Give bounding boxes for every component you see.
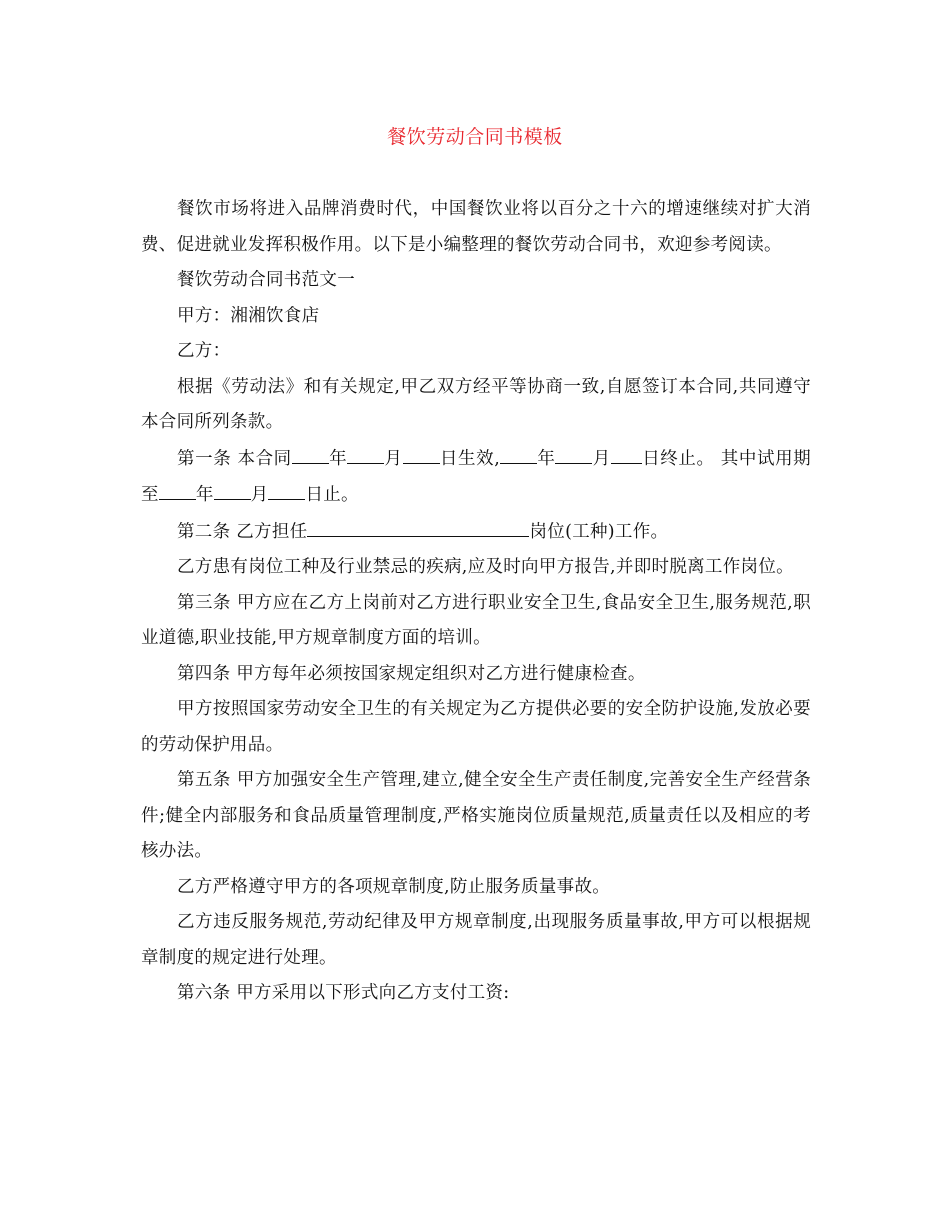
article-4-note: 甲方按照国家劳动安全卫生的有关规定为乙方提供必要的安全防护设施,发放必要的劳动保护用品。 (141, 699, 811, 755)
article-4: 第四条 甲方每年必须按国家规定组织对乙方进行健康检查。 (177, 663, 646, 684)
article-2 (141, 514, 811, 551)
document-title: 餐饮劳动合同书模板 (387, 126, 563, 148)
document-body (141, 192, 811, 1012)
blank-field[interactable] (307, 514, 529, 537)
article-5: 第五条 甲方加强安全生产管理,建立,健全安全生产责任制度,完善安全生产经营条件;健全内部服务和食品质量管理制度,严格实施岗位质量规范,质量责任以及相应的考核办法。 (141, 770, 811, 861)
intro-paragraph: 餐饮市场将进入品牌消费时代，中国餐饮业将以百分之十六的增速继续对扩大消费、促进就业发挥积极作用。以下是小编整理的餐饮劳动合同书，欢迎参考阅读。 (141, 199, 811, 255)
article-1-text: 年 (537, 448, 556, 469)
blank-field[interactable] (500, 441, 537, 464)
article-1-text: 月 (384, 448, 403, 469)
blank-field[interactable] (403, 441, 440, 464)
article-3: 第三条 甲方应在乙方上岗前对乙方进行职业安全卫生,食品安全卫生,服务规范,职业道德,职业技能,甲方规章制度方面的培训。 (141, 592, 811, 648)
article-1-text: 日止。 (305, 485, 359, 505)
article-1-text: 年 (328, 448, 348, 469)
article-1-text: 日生效, (439, 448, 501, 469)
article-6: 第六条 甲方采用以下形式向乙方支付工资: (177, 983, 510, 1003)
blank-field[interactable] (159, 477, 196, 500)
article-1-text: 日终止。 其中试用期至 (141, 448, 811, 505)
blank-field[interactable] (292, 441, 329, 464)
article-5-note-2: 乙方违反服务规范,劳动纪律及甲方规章制度,出现服务质量事故,甲方可以根据规章制度的规定进行处理。 (141, 912, 811, 968)
blank-field[interactable] (555, 441, 592, 464)
blank-field[interactable] (611, 441, 642, 464)
party-b-line: 乙方： (177, 341, 231, 361)
blank-field[interactable] (214, 477, 251, 500)
article-2-note: 乙方患有岗位工种及行业禁忌的疾病,应及时向甲方报告,并即时脱离工作岗位。 (177, 557, 794, 577)
sample-heading: 餐饮劳动合同书范文一 (177, 270, 355, 290)
party-a-line: 甲方：湘湘饮食店 (177, 305, 320, 326)
article-5-note-1: 乙方严格遵守甲方的各项规章制度,防止服务质量事故。 (177, 876, 611, 897)
article-1 (141, 441, 811, 514)
article-2-text: 第二条 乙方担任 (177, 521, 308, 542)
article-1-text: 第一条 本合同 (177, 448, 292, 469)
preamble-paragraph: 根据《劳动法》和有关规定,甲乙双方经平等协商一致,自愿签订本合同,共同遵守本合同所列条款。 (141, 376, 811, 432)
article-1-text: 月 (592, 448, 611, 469)
blank-field[interactable] (268, 477, 305, 500)
article-1-text: 年 (195, 485, 214, 505)
article-2-text: 岗位(工种)工作。 (529, 521, 669, 542)
article-1-text: 月 (250, 485, 269, 505)
blank-field[interactable] (347, 441, 384, 464)
